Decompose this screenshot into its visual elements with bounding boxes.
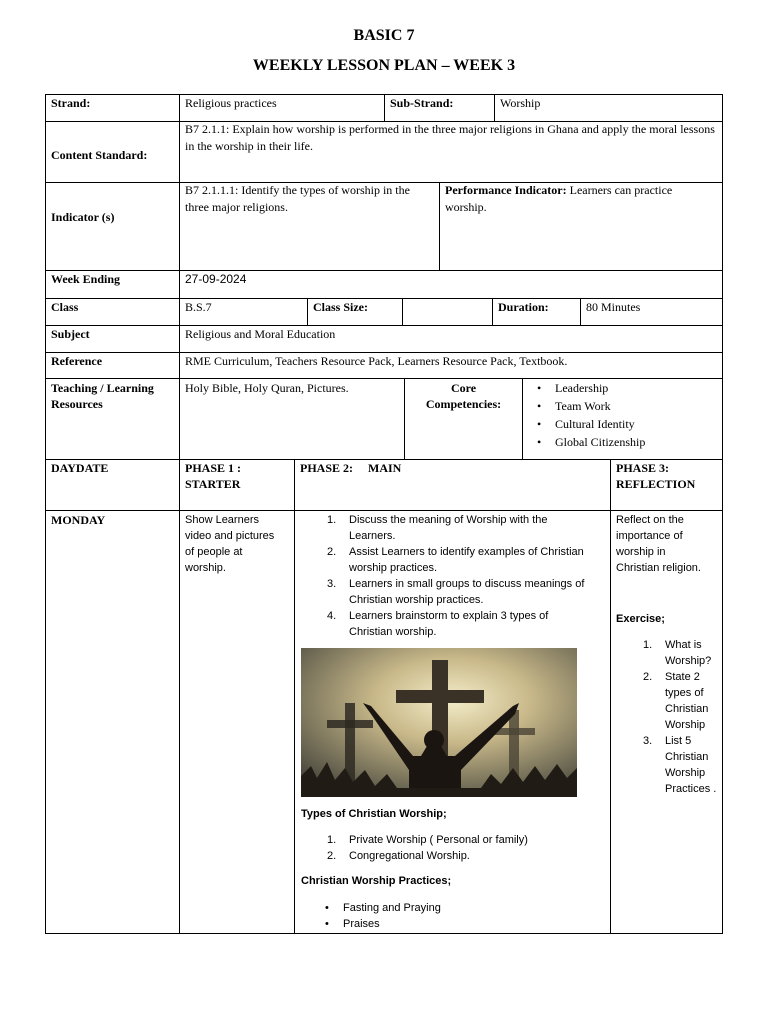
subject-label: Subject (51, 327, 90, 341)
indicator-value: B7 2.1.1.1: Identify the types of worship in the three major religions. (185, 183, 410, 214)
type-item: 2. Congregational Worship. (327, 850, 470, 862)
main-step: 1. Discuss the meaning of Worship with the Learners. (327, 514, 548, 542)
reference-label: Reference (51, 354, 103, 368)
competency-item: • Global Citizenship (535, 433, 645, 451)
competency-item: • Leadership (535, 379, 645, 397)
competency-item: • Cultural Identity (535, 415, 645, 433)
starter-line: worship. (185, 562, 226, 574)
main-step: 4. Learners brainstorm to explain 3 types of Christian worship. (327, 610, 549, 638)
subject-value: Religious and Moral Education (185, 327, 336, 341)
resources-label-line2: Resources (51, 397, 103, 411)
week-ending-value: 27-09-2024 (185, 272, 247, 286)
reference-value: RME Curriculum, Teachers Resource Pack, Learners Resource Pack, Textbook. (185, 354, 568, 368)
grade-title: BASIC 7 (353, 27, 415, 44)
duration-value: 80 Minutes (586, 300, 641, 314)
starter-text (180, 512, 279, 576)
sub-strand-label: Sub-Strand: (390, 96, 454, 110)
phase3-header-line2: REFLECTION (616, 477, 696, 491)
type-item: 1. Private Worship ( Personal or family) (327, 834, 528, 846)
reflection-line: importance of (616, 530, 683, 542)
main-step: 3. Learners in small groups to discuss meanings of Christian worship practices. (327, 578, 585, 606)
performance-indicator-value: Learners can practice worship. (445, 183, 673, 214)
reflection-text (611, 512, 706, 576)
practice-item: • Fasting and Praying (323, 900, 441, 916)
competency-item: • Team Work (535, 397, 645, 415)
practices-heading: Christian Worship Practices; (301, 875, 452, 887)
class-size-label: Class Size: (313, 300, 368, 314)
practice-item: • Praises (323, 916, 441, 932)
phase1-header (180, 460, 246, 492)
phase1-header-line1: PHASE 1 : (185, 461, 242, 475)
monday-label: MONDAY (51, 513, 106, 527)
exercise-item: 2. State 2 types of Christian Worship (643, 671, 709, 731)
starter-line: of people at (185, 546, 243, 558)
exercise-heading: Exercise; (616, 613, 665, 625)
content-standard-label: Content Standard: (51, 148, 148, 162)
exercise-item: 1. What is Worship? (643, 639, 712, 667)
phase2-header: PHASE 2: MAIN (300, 461, 402, 475)
types-heading: Types of Christian Worship; (301, 808, 447, 820)
core-competencies-line1: Core (450, 381, 477, 395)
lesson-plan-title: WEEKLY LESSON PLAN – WEEK 3 (252, 57, 516, 74)
starter-line: Show Learners (185, 514, 259, 526)
exercise-item: 3. List 5 Christian Worship Practices . (643, 735, 717, 795)
types-list (300, 832, 605, 864)
indicator-label: Indicator (s) (51, 210, 115, 224)
performance-indicator (440, 182, 721, 216)
performance-indicator-label: Performance Indicator: (445, 183, 567, 197)
resources-label-line1: Teaching / Learning (51, 381, 154, 395)
sub-strand-value: Worship (500, 96, 541, 110)
phase1-header-line2: STARTER (185, 477, 241, 491)
competencies-list (530, 379, 650, 451)
main-step: 2. Assist Learners to identify examples of Christian worship practices. (327, 546, 584, 574)
starter-line: video and pictures (185, 530, 275, 542)
duration-label: Duration: (498, 300, 549, 314)
daydate-header: DAYDATE (51, 461, 109, 475)
worship-picture (301, 648, 577, 797)
phase3-header (611, 460, 700, 492)
class-value: B.S.7 (185, 300, 212, 314)
content-standard-value: B7 2.1.1: Explain how worship is performed in the three major religions in Ghana and apply the moral lessons in the worship in their life. (185, 122, 715, 153)
class-label: Class (51, 300, 79, 314)
reflection-line: worship in (616, 546, 666, 558)
reflection-line: Christian religion. (616, 562, 701, 574)
resources-value: Holy Bible, Holy Quran, Pictures. (185, 381, 349, 395)
resources-label (46, 380, 159, 412)
strand-value: Religious practices (185, 96, 277, 110)
week-ending-label: Week Ending (51, 272, 121, 286)
practices-list (318, 900, 446, 932)
reflection-line: Reflect on the (616, 514, 684, 526)
exercise-list (638, 637, 722, 797)
core-competencies-label (405, 380, 522, 412)
core-competencies-line2: Competencies: (425, 397, 502, 411)
strand-label: Strand: (51, 96, 91, 110)
phase3-header-line1: PHASE 3: (616, 461, 670, 475)
main-steps (300, 512, 605, 640)
